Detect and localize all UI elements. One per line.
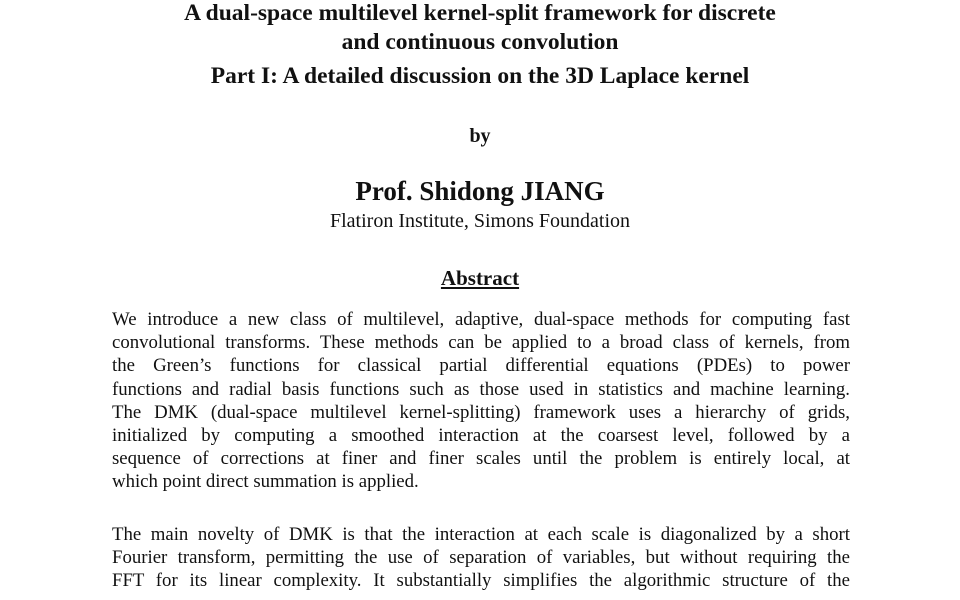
abstract-paragraph-1	[112, 308, 850, 494]
abstract-p1-line: initialized by computing a smoothed interaction at the coarsest level, followed by a	[112, 425, 850, 447]
title-line-3: Part I: A detailed discussion on the 3D Laplace kernel	[210, 63, 750, 89]
abstract-p2-line: The main novelty of DMK is that the interaction at each scale is diagonalized by a short	[112, 524, 850, 545]
abstract-p1-line: convolutional transforms. These methods can be applied to a broad class of kernels, from	[112, 332, 850, 354]
abstract-p2-line: FFT for its linear complexity. It substantially simplifies the algorithmic structure of the	[112, 570, 850, 592]
abstract-p1-line: We introduce a new class of multilevel, adaptive, dual-space methods for computing fast	[112, 309, 850, 330]
abstract-p1-line: which point direct summation is applied.	[112, 471, 419, 493]
abstract-p1-line: functions and radial basis functions such as those used in statistics and machine learning.	[112, 378, 850, 400]
title-line-1: A dual-space multilevel kernel-split framework for discrete	[184, 0, 776, 26]
title-line-2: and continuous convolution	[341, 29, 619, 55]
abstract-paragraph-2	[112, 523, 850, 593]
abstract-heading: Abstract	[440, 266, 520, 290]
abstract-p1-line: The DMK (dual-space multilevel kernel-splitting) framework uses a hierarchy of grids,	[112, 401, 850, 423]
by-line: by	[469, 125, 491, 147]
abstract-p1-line: the Green’s functions for classical partial differential equations (PDEs) to power	[112, 355, 850, 377]
author-affiliation: Flatiron Institute, Simons Foundation	[329, 210, 630, 232]
abstract-p2-line: Fourier transform, permitting the use of separation of variables, but without requiring the	[112, 547, 850, 569]
author-name: Prof. Shidong JIANG	[355, 176, 605, 206]
abstract-p1-line: sequence of corrections at finer and finer scales until the problem is entirely local, at	[112, 448, 850, 470]
